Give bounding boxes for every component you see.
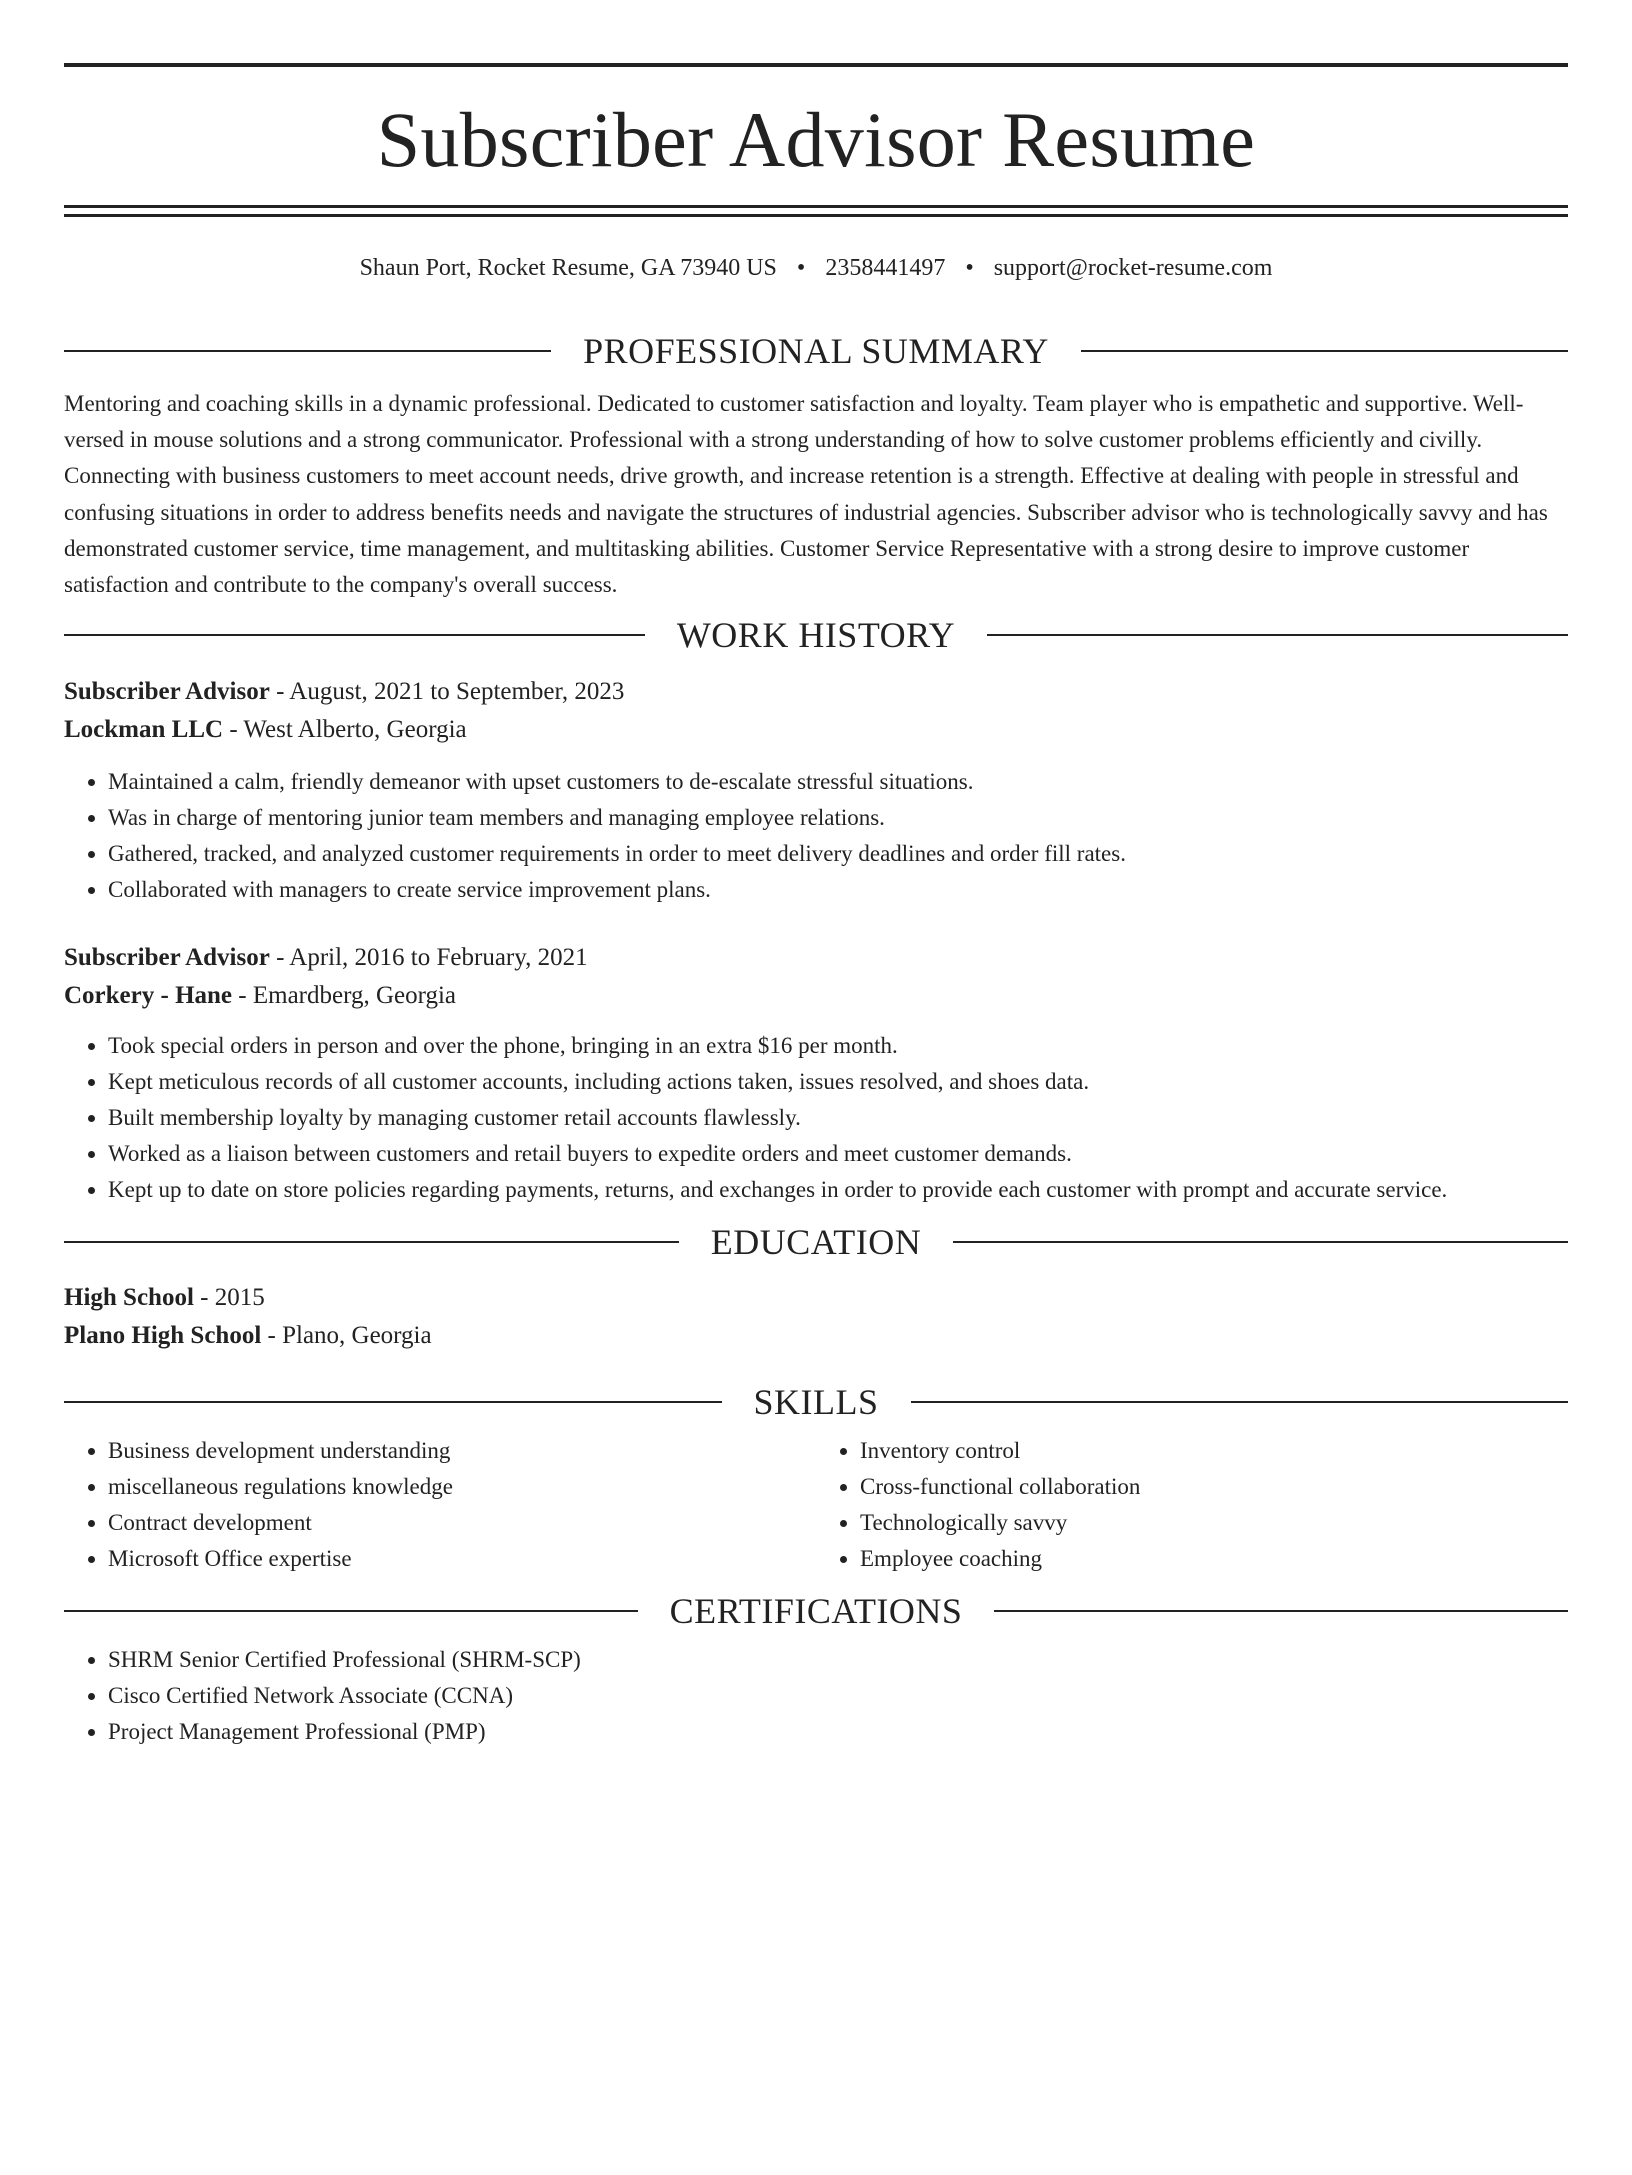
- section-rule: [64, 1401, 722, 1403]
- job-company: Lockman LLC: [64, 716, 224, 744]
- section-title: SKILLS: [753, 1382, 879, 1423]
- skill-item: • Inventory control: [860, 1433, 1568, 1469]
- job-duties: [64, 764, 1568, 908]
- section-rule: [987, 634, 1568, 636]
- job-company-line: [64, 711, 1568, 749]
- job-location: - West Alberto, Georgia: [223, 716, 467, 744]
- section-rule: [64, 1241, 679, 1243]
- section-rule: [1081, 350, 1568, 352]
- list-item: • Kept meticulous records of all customer accounts, including actions taken, issues resolved, and shoes data.: [108, 1064, 1568, 1100]
- job-entry: [64, 939, 1568, 1208]
- certification-item: • Cisco Certified Network Associate (CCNA): [108, 1678, 1568, 1714]
- list-item: • Took special orders in person and over the phone, bringing in an extra $16 per month.: [108, 1028, 1568, 1064]
- degree: High School: [64, 1284, 194, 1312]
- education-entry: [64, 1279, 1568, 1355]
- job-dates: - April, 2016 to February, 2021: [269, 944, 588, 972]
- skill-item: • Business development understanding: [108, 1433, 816, 1469]
- section-title: WORK HISTORY: [676, 615, 956, 656]
- list-item: • Kept up to date on store policies regarding payments, returns, and exchanges in order to provide each customer with prompt and accurate service.: [108, 1172, 1568, 1208]
- section-rule: [994, 1610, 1568, 1612]
- contact-separator: •: [796, 255, 806, 281]
- section-skills: [64, 1382, 1568, 1423]
- certifications-list: [64, 1642, 1568, 1750]
- school-line: [64, 1317, 1568, 1355]
- contact-address: Shaun Port, Rocket Resume, GA 73940 US: [359, 255, 777, 281]
- certification-item: • SHRM Senior Certified Professional (SHRM-SCP): [108, 1642, 1568, 1678]
- job-company-line: [64, 977, 1568, 1015]
- job-company: Corkery - Hane: [64, 982, 233, 1010]
- list-item: • Gathered, tracked, and analyzed customer requirements in order to meet delivery deadlines and order fill rates.: [108, 836, 1568, 872]
- section-rule: [64, 350, 551, 352]
- list-item: • Was in charge of mentoring junior team members and managing employee relations.: [108, 800, 1568, 836]
- summary-text: Mentoring and coaching skills in a dynamic professional. Dedicated to customer satisfaction and loyalty. Team player who is empathetic and supportive. Well-versed in mouse solutions and a strong communicator. Professional with a strong understanding of how to solve customer problems efficiently and civilly. Connecting with business customers to meet account needs, drive growth, and increase retention is a strength. Effective at dealing with people in stressful and confusing situations in order to address benefits needs and navigate the structures of industrial agencies. Subscriber advisor who is technologically savvy and has demonstrated customer service, time management, and multitasking abilities. Customer Service Representative with a strong desire to improve customer satisfaction and contribute to the company's overall success.: [64, 391, 1548, 598]
- skills-column-right: [816, 1433, 1568, 1577]
- job-title: Subscriber Advisor: [64, 944, 270, 972]
- section-title: PROFESSIONAL SUMMARY: [583, 331, 1049, 371]
- list-item: • Worked as a liaison between customers and retail buyers to expedite orders and meet customer demands.: [108, 1136, 1568, 1172]
- section-rule: [64, 1610, 638, 1612]
- section-certifications: [64, 1591, 1568, 1632]
- top-rule: [64, 63, 1568, 67]
- contact-phone: 2358441497: [825, 255, 946, 281]
- job-title: Subscriber Advisor: [64, 678, 270, 706]
- contact-email: support@rocket-resume.com: [993, 255, 1273, 281]
- section-professional-summary: [64, 333, 1568, 369]
- title-double-rule: [64, 205, 1568, 217]
- job-entry: [64, 673, 1568, 908]
- section-work-history: [64, 615, 1568, 656]
- skill-item: • miscellaneous regulations knowledge: [108, 1469, 816, 1505]
- job-title-line: [64, 939, 1568, 977]
- contact-separator: •: [965, 255, 974, 281]
- section-rule: [953, 1241, 1568, 1243]
- degree-line: [64, 1279, 1568, 1317]
- graduation-year: - 2015: [193, 1284, 265, 1312]
- job-location: - Emardberg, Georgia: [232, 982, 457, 1010]
- school-location: - Plano, Georgia: [261, 1322, 432, 1350]
- list-item: • Collaborated with managers to create service improvement plans.: [108, 872, 1568, 908]
- skills-grid: [64, 1433, 1568, 1577]
- certification-item: • Project Management Professional (PMP): [108, 1714, 1568, 1750]
- skill-item: • Microsoft Office expertise: [108, 1541, 816, 1577]
- skills-column-left: [64, 1433, 816, 1577]
- list-item: • Maintained a calm, friendly demeanor with upset customers to de-escalate stressful situations.: [108, 764, 1568, 800]
- section-rule: [64, 634, 645, 636]
- section-title: CERTIFICATIONS: [669, 1591, 963, 1632]
- job-title-line: [64, 673, 1568, 711]
- school-name: Plano High School: [64, 1322, 262, 1350]
- resume-page: [0, 63, 1632, 2175]
- section-title: EDUCATION: [710, 1222, 922, 1263]
- contact-line: [64, 253, 1568, 283]
- skill-item: • Contract development: [108, 1505, 816, 1541]
- list-item: • Built membership loyalty by managing customer retail accounts flawlessly.: [108, 1100, 1568, 1136]
- section-education: [64, 1222, 1568, 1263]
- job-duties: [64, 1028, 1568, 1208]
- section-rule: [911, 1401, 1569, 1403]
- page-title: Subscriber Advisor Resume: [376, 96, 1256, 183]
- job-dates: - August, 2021 to September, 2023: [269, 678, 625, 706]
- skill-item: • Technologically savvy: [860, 1505, 1568, 1541]
- skill-item: • Employee coaching: [860, 1541, 1568, 1577]
- skill-item: • Cross-functional collaboration: [860, 1469, 1568, 1505]
